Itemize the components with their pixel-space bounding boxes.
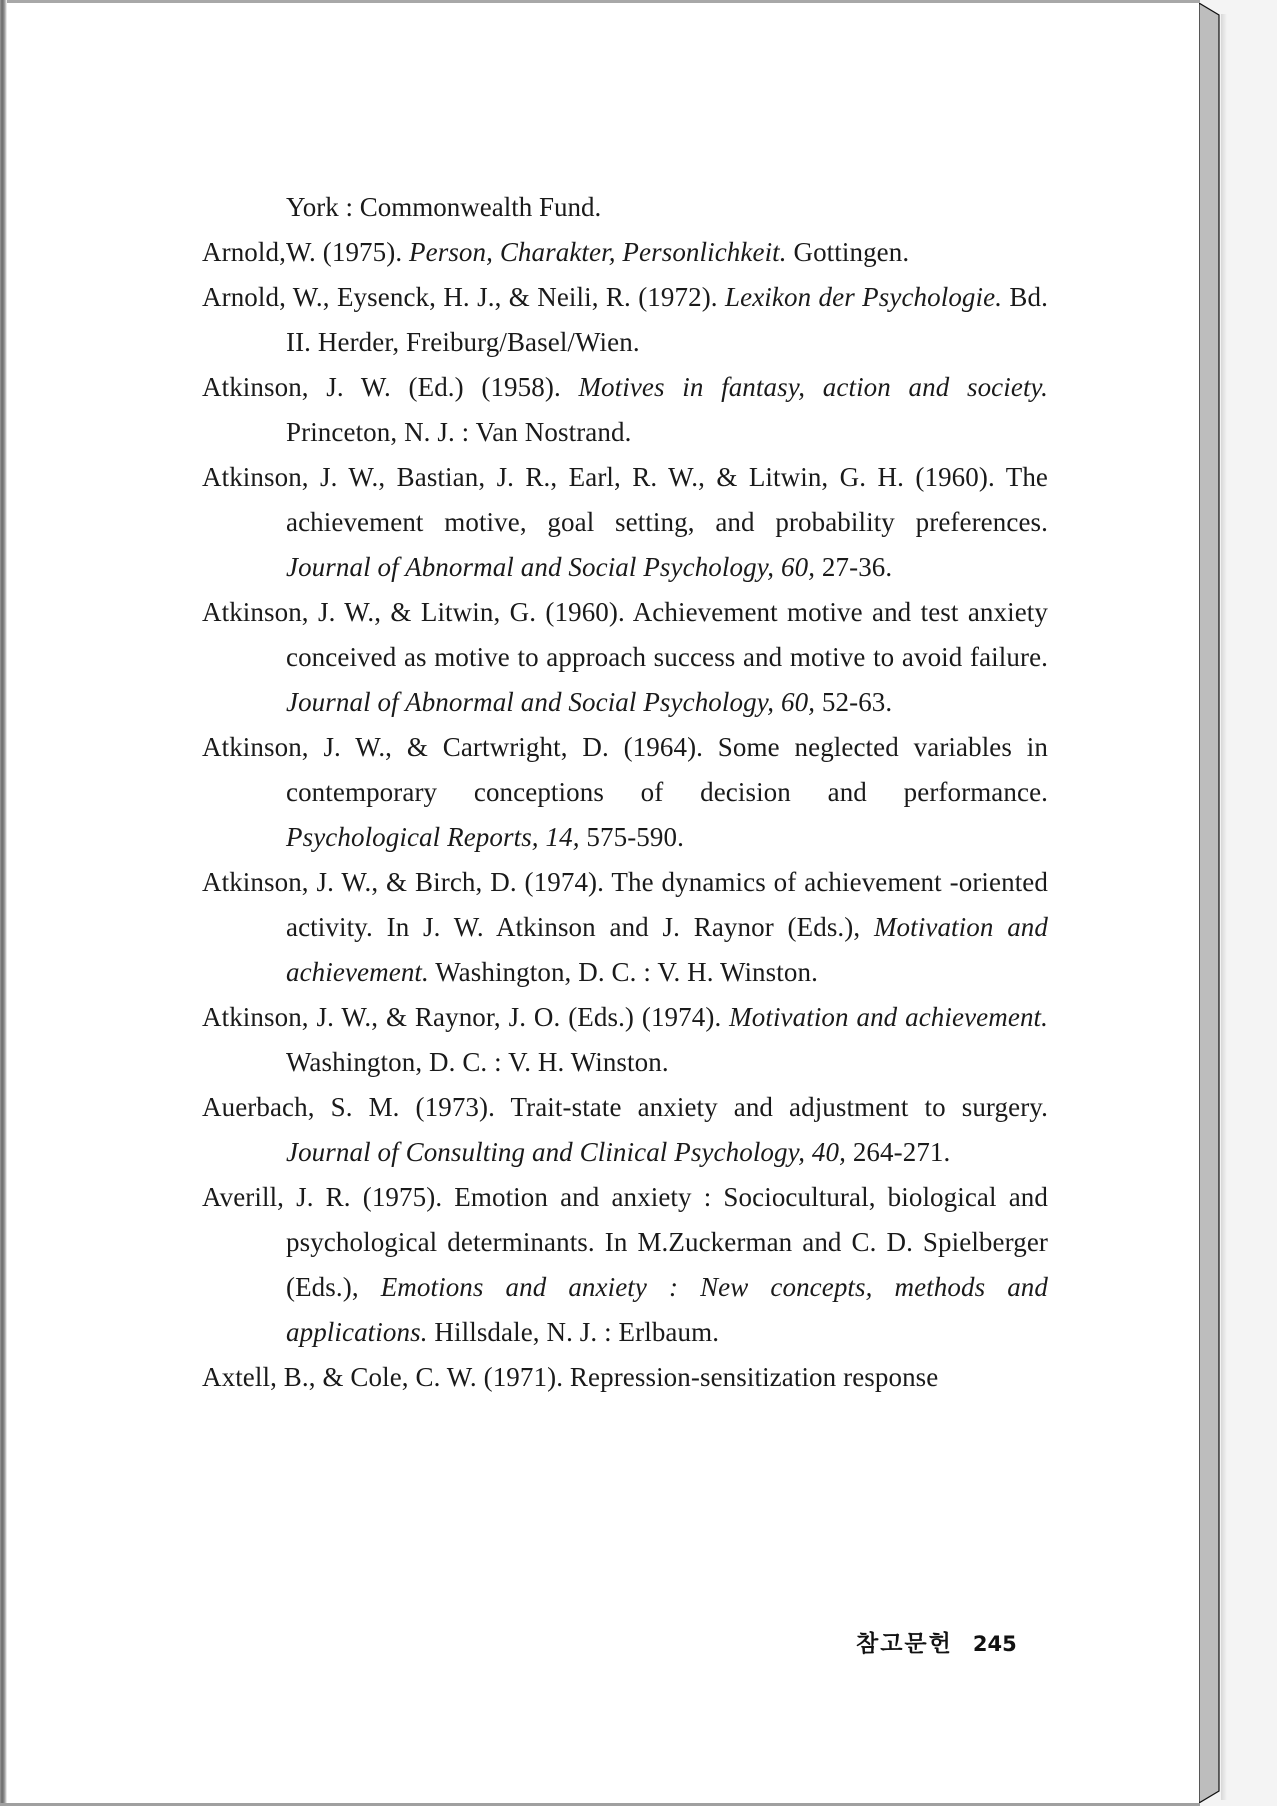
reference-authors-year: Atkinson, J. W., & Cartwright, D. (1964). Some neglected variables in contemporary conceptions of decision and performance. xyxy=(202,732,1048,807)
reference-authors-year: Arnold,W. (1975). xyxy=(202,237,410,267)
page-left-border xyxy=(0,0,7,1806)
reference-continuation: York : Commonwealth Fund. xyxy=(286,192,602,222)
reference-authors-year: Auerbach, S. M. (1973). Trait-state anxiety and adjustment to surgery. xyxy=(202,1092,1048,1122)
reference-pages: 27-36. xyxy=(815,552,893,582)
reference-entry xyxy=(202,590,1048,725)
reference-entry xyxy=(202,725,1048,860)
reference-authors-year: Averill, J. R. (1975). Emotion and anxiety : Sociocultural, biological and psychological determinants. In M.Zuckerman and C. D. Spielberger (Eds.), xyxy=(202,1182,1048,1302)
reference-authors-year: Atkinson, J. W. (Ed.) (1958). xyxy=(202,372,579,402)
reference-publisher: Hillsdale, N. J. : Erlbaum. xyxy=(427,1317,720,1347)
section-title: 참고문헌 xyxy=(856,1631,953,1657)
reference-entry xyxy=(202,1085,1048,1175)
reference-entry xyxy=(202,1355,1048,1400)
reference-journal: Journal of Abnormal and Social Psychology, 60, xyxy=(286,552,816,582)
page-edge-shadow xyxy=(1221,14,1227,1800)
reference-entry xyxy=(202,1175,1048,1355)
reference-entry xyxy=(202,230,1048,275)
reference-journal: Psychological Reports, 14, xyxy=(286,822,580,852)
reference-journal: Journal of Abnormal and Social Psychology, 60, xyxy=(286,687,816,717)
page-curl-edge-icon xyxy=(1199,3,1221,1803)
reference-pages: 264-271. xyxy=(845,1137,951,1167)
reference-authors-year: Atkinson, J. W., & Raynor, J. O. (Eds.) (1974). xyxy=(202,1002,730,1032)
reference-authors-year: Atkinson, J. W., & Litwin, G. (1960). Achievement motive and test anxiety conceived as motive to approach success and motive to avoid failure. xyxy=(202,597,1048,672)
reference-entry xyxy=(202,365,1048,455)
reference-publisher: Bd. II. Herder, Freiburg/Basel/Wien. xyxy=(286,282,1048,357)
reference-publisher: Gottingen. xyxy=(786,237,910,267)
reference-title: Emotions and anxiety : New concepts, methods and applications. xyxy=(286,1272,1048,1347)
reference-authors-year: Axtell, B., & Cole, C. W. (1971). Repression-sensitization response xyxy=(202,1362,939,1392)
reference-title: Motivation and achievement. xyxy=(286,912,1048,987)
reference-pages: 52-63. xyxy=(815,687,893,717)
reference-publisher: Princeton, N. J. : Van Nostrand. xyxy=(286,417,632,447)
reference-authors-year: Arnold, W., Eysenck, H. J., & Neili, R. (1972). xyxy=(202,282,725,312)
reference-pages: 575-590. xyxy=(579,822,684,852)
reference-title: Motivation and achievement. xyxy=(729,1002,1048,1032)
reference-title: Person, Charakter, Personlichkeit. xyxy=(409,237,787,267)
reference-publisher: Washington, D. C. : V. H. Winston. xyxy=(428,957,818,987)
reference-entry xyxy=(202,860,1048,995)
reference-entry xyxy=(202,455,1048,590)
reference-publisher: Washington, D. C. : V. H. Winston. xyxy=(286,1047,669,1077)
page-footer xyxy=(856,1625,1017,1658)
reference-title: Lexikon der Psychologie. xyxy=(725,282,1003,312)
reference-entry xyxy=(202,275,1048,365)
reference-title: Motives in fantasy, action and society. xyxy=(578,372,1048,402)
reference-list xyxy=(202,185,1048,1400)
page-number: 245 xyxy=(972,1632,1017,1656)
reference-authors-year: Atkinson, J. W., & Birch, D. (1974). The dynamics of achievement -oriented activity. In J. W. Atkinson and J. Raynor (Eds.), xyxy=(202,867,1048,942)
reference-journal: Journal of Consulting and Clinical Psychology, 40, xyxy=(286,1137,846,1167)
reference-authors-year: Atkinson, J. W., Bastian, J. R., Earl, R. W., & Litwin, G. H. (1960). The achievement motive, goal setting, and probability preferences. xyxy=(202,462,1048,537)
reference-entry xyxy=(202,995,1048,1085)
